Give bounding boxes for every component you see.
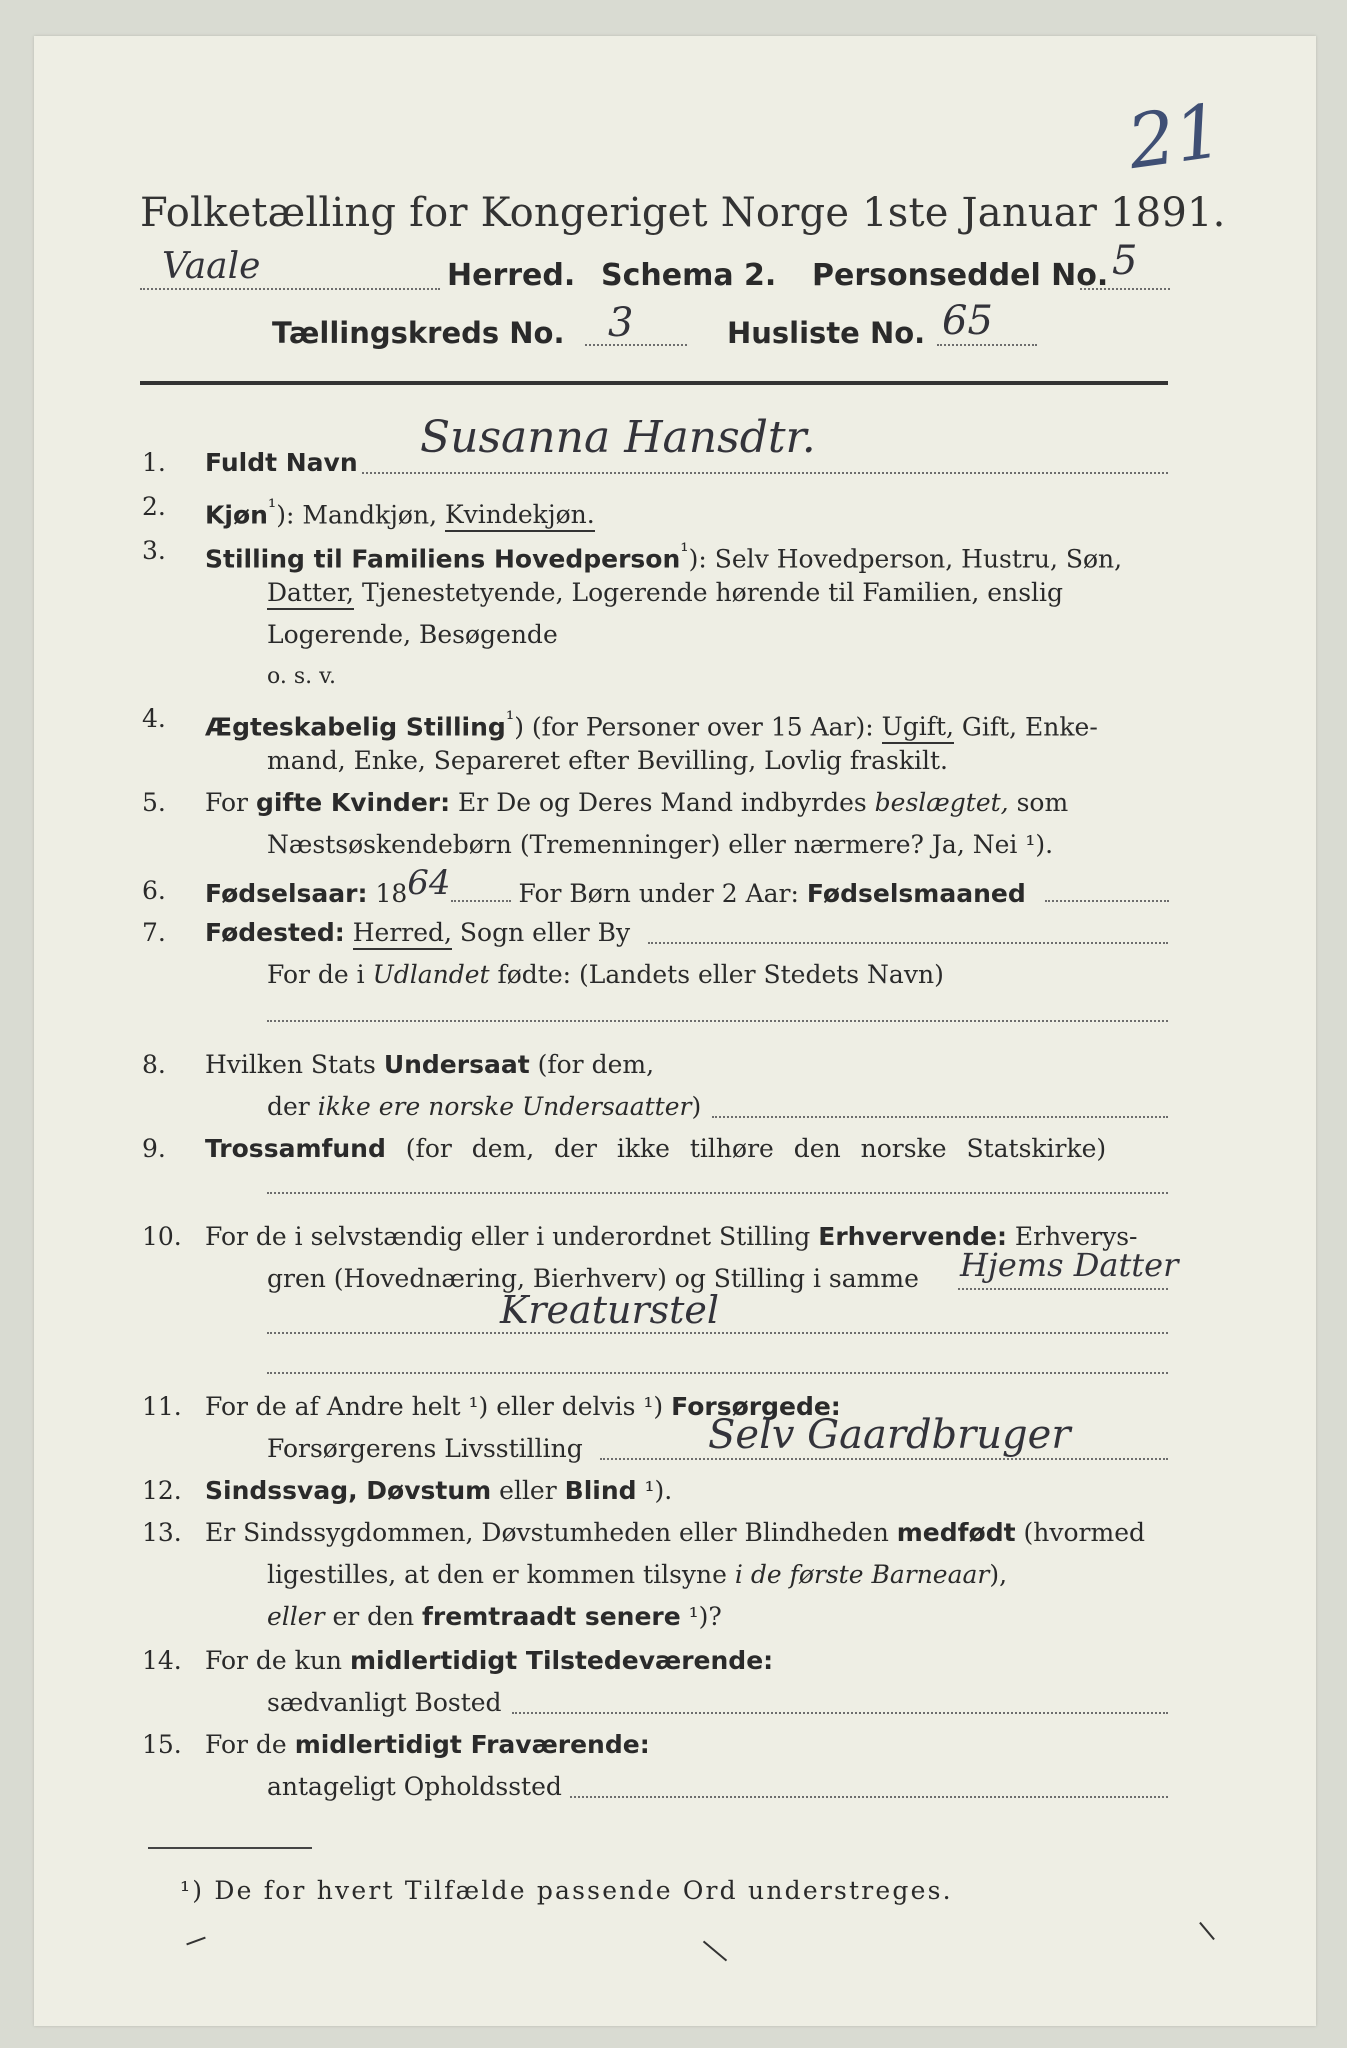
item-6-label2: Fødselsmaaned	[806, 879, 1026, 908]
item-4-line1	[205, 704, 1098, 742]
item-13-line2-text: ),	[989, 1560, 1008, 1589]
item-number: 4.	[142, 704, 166, 733]
item-15-line2: antageligt Opholdssted	[267, 1772, 562, 1801]
item-5-text: Er De og Deres Mand indbyrdes	[450, 788, 875, 817]
item-number: 7.	[142, 918, 166, 947]
item-13-line3-text: ¹)?	[680, 1602, 722, 1631]
personseddel-value: 5	[1112, 238, 1138, 284]
page-number: 21	[1122, 87, 1228, 187]
census-form-page	[34, 36, 1316, 2026]
item-8-label: Undersaat	[383, 1050, 530, 1079]
item-14-line2: sædvanligt Bosted	[267, 1688, 502, 1717]
husliste-value: 65	[942, 298, 993, 344]
item-4-selected: Ugift,	[882, 712, 954, 744]
header-rule	[140, 381, 1168, 385]
item-13-line2-pre: ligestilles, at den er kommen tilsyne	[267, 1560, 735, 1589]
item-9-line	[205, 1134, 1106, 1164]
item-3-line3: Logerende, Besøgende	[267, 620, 558, 649]
item-number: 15.	[142, 1730, 182, 1759]
item-6-text: 18	[367, 879, 408, 908]
item-5-italic: beslægtet,	[874, 788, 1009, 817]
item-7-answer-line	[267, 1020, 1168, 1022]
item-9-text: (for dem, der ikke tilhøre den norske Statskirke)	[385, 1134, 1107, 1163]
item-2-selected: Kvindekjøn.	[445, 500, 595, 532]
item-3-selected: Datter,	[267, 578, 354, 610]
kreds-dotted-line	[585, 344, 687, 346]
item-15-label: midlertidigt Fraværende:	[294, 1730, 650, 1759]
item-9-label: Trossamfund	[205, 1134, 386, 1163]
item-8-line2-pre: der	[267, 1092, 318, 1121]
item-3-label: Stilling til Familiens Hovedperson	[205, 544, 681, 574]
item-3-line4: o. s. v.	[267, 664, 336, 689]
item-number: 1.	[142, 448, 166, 477]
item-7-line2-text: fødte: (Landets eller Stedets Navn)	[489, 960, 944, 989]
item-13-line3-italic: eller	[267, 1602, 325, 1631]
item-14-label: midlertidigt Tilstedeværende:	[349, 1646, 774, 1675]
item-number: 9.	[142, 1134, 166, 1163]
footnote-marker: ¹	[267, 495, 277, 519]
item-10-answer-line	[267, 1332, 1168, 1334]
item-4-text: ) (for Personer over 15 Aar):	[514, 712, 882, 742]
item-10-value2: Kreaturstel	[500, 1288, 720, 1332]
item-number: 6.	[142, 876, 166, 905]
herred-value: Vaale	[162, 246, 261, 287]
item-4-label: Ægteskabelig Stilling	[205, 712, 506, 742]
item-7-line1	[205, 918, 630, 948]
item-7-selected: Herred,	[353, 918, 452, 950]
item-8-text: Hvilken Stats	[205, 1050, 384, 1079]
herred-dotted-line	[140, 288, 440, 290]
item-5-label: gifte Kvinder:	[255, 788, 451, 817]
item-11-line2: Forsørgerens Livsstilling	[267, 1434, 583, 1463]
item-14-dotted-line	[512, 1712, 1168, 1714]
item-13-text-after: (hvormed	[1015, 1518, 1145, 1547]
item-9-answer-line	[267, 1192, 1168, 1194]
item-12-label2: Blind	[564, 1476, 637, 1505]
item-7-dotted-line	[648, 942, 1168, 944]
item-12-line	[205, 1476, 672, 1506]
schema-label: Schema 2.	[601, 258, 777, 293]
item-7-line2-pre: For de i	[267, 960, 373, 989]
husliste-label: Husliste No.	[727, 316, 926, 350]
item-10-answer-line2	[267, 1372, 1168, 1374]
item-11-dotted-line	[600, 1458, 1168, 1460]
item-6-dots	[451, 900, 511, 902]
item-7-text: Sogn eller By	[451, 918, 631, 947]
item-11-text: For de af Andre helt ¹) eller delvis ¹)	[205, 1392, 672, 1421]
item-5-text-after: som	[1008, 788, 1069, 817]
item-6-dotted-line	[1045, 900, 1169, 902]
personseddel-dotted-line	[1080, 288, 1170, 290]
item-2-line	[205, 492, 595, 530]
item-15-dotted-line	[570, 1796, 1168, 1798]
footnote: ¹) De for hvert Tilfælde passende Ord understreges.	[180, 1876, 953, 1905]
footnote-rule	[148, 1847, 312, 1849]
item-number: 11.	[142, 1392, 182, 1421]
herred-label: Herred.	[447, 258, 576, 293]
item-10-label: Erhvervende:	[818, 1222, 1007, 1251]
item-number: 12.	[142, 1476, 182, 1505]
item-10-value1: Hjems Datter	[960, 1246, 1179, 1284]
item-2-text: ): Mandkjøn,	[276, 500, 445, 530]
item-number: 5.	[142, 788, 166, 817]
item-12-text-after: ¹).	[636, 1476, 673, 1505]
form-title: Folketælling for Kongeriget Norge 1ste Januar 1891.	[140, 190, 1226, 236]
item-10-text-after: Erhverys-	[1006, 1222, 1138, 1251]
item-8-line1	[205, 1050, 654, 1080]
item-number: 10.	[142, 1222, 182, 1251]
item-3-line1	[205, 536, 1122, 574]
item-12-label: Sindssvag, Døvstum	[205, 1476, 492, 1505]
item-13-line2	[267, 1560, 1007, 1590]
item-1-dotted-line	[362, 472, 1168, 474]
item-4-line2: mand, Enke, Separeret efter Bevilling, Lovlig fraskilt.	[267, 746, 948, 775]
item-11-value: Selv Gaardbruger	[708, 1412, 1071, 1458]
personseddel-label: Personseddel No.	[812, 258, 1109, 293]
item-number: 2.	[142, 492, 166, 521]
item-13-line3	[267, 1602, 722, 1632]
item-number: 13.	[142, 1518, 182, 1547]
item-8-text-after: (for dem,	[529, 1050, 655, 1079]
item-6-text-after: For Børn under 2 Aar:	[510, 879, 807, 908]
item-8-line2-text: )	[691, 1092, 702, 1121]
item-number: 8.	[142, 1050, 166, 1079]
item-14-text: For de kun	[205, 1646, 350, 1675]
item-14-line1	[205, 1646, 773, 1676]
item-5-pre: For	[205, 788, 256, 817]
item-2-label: Kjøn	[205, 500, 268, 530]
item-3-line2	[267, 578, 1063, 608]
item-4-text-after: Gift, Enke-	[953, 712, 1098, 742]
item-3-line2-text: Tjenestetyende, Logerende hørende til Familien, enslig	[354, 578, 1064, 607]
footnote-marker: ¹	[505, 707, 515, 731]
kreds-label: Tællingskreds No.	[272, 316, 565, 350]
item-13-line3-pre: er den	[324, 1602, 423, 1631]
item-1-value: Susanna Hansdtr.	[420, 412, 816, 463]
item-13-line1	[205, 1518, 1145, 1548]
husliste-dotted-line	[937, 344, 1037, 346]
item-6-value: 64	[407, 863, 451, 903]
item-3-text: ): Selv Hovedperson, Hustru, Søn,	[688, 544, 1123, 574]
item-15-text: For de	[205, 1730, 295, 1759]
item-10-line2: gren (Hovednæring, Bierhverv) og Stilling i samme	[267, 1264, 919, 1293]
item-15-line1	[205, 1730, 650, 1760]
item-13-line3-bold: fremtraadt senere	[422, 1602, 681, 1631]
item-12-text: eller	[491, 1476, 565, 1505]
item-6-line	[205, 863, 1026, 909]
item-number: 14.	[142, 1646, 182, 1675]
item-1-label: Fuldt Navn	[205, 448, 358, 477]
item-7-line2-italic: Udlandet	[372, 960, 490, 989]
item-13-line2-italic: i de første Barneaar	[734, 1560, 990, 1589]
kreds-value: 3	[608, 300, 634, 346]
item-10-dotted-line	[958, 1288, 1168, 1290]
item-8-line2-italic: ikke ere norske Undersaatter	[317, 1092, 692, 1121]
item-8-line2	[267, 1092, 701, 1122]
item-number: 3.	[142, 536, 166, 565]
item-11-label: Forsørgede:	[671, 1392, 841, 1421]
item-7-label: Fødested:	[205, 918, 345, 947]
item-7-line2	[267, 960, 944, 990]
item-5-line2: Næstsøskendebørn (Tremenninger) eller nærmere? Ja, Nei ¹).	[267, 830, 1054, 859]
item-6-label: Fødselsaar:	[205, 879, 368, 908]
item-5-line1	[205, 788, 1068, 818]
item-8-dotted-line	[712, 1116, 1168, 1118]
item-10-text: For de i selvstændig eller i underordnet Stilling	[205, 1222, 819, 1251]
item-13-label: medfødt	[896, 1518, 1016, 1547]
footnote-marker: ¹	[680, 539, 689, 563]
item-13-text: Er Sindssygdommen, Døvstumheden eller Blindheden	[205, 1518, 897, 1547]
